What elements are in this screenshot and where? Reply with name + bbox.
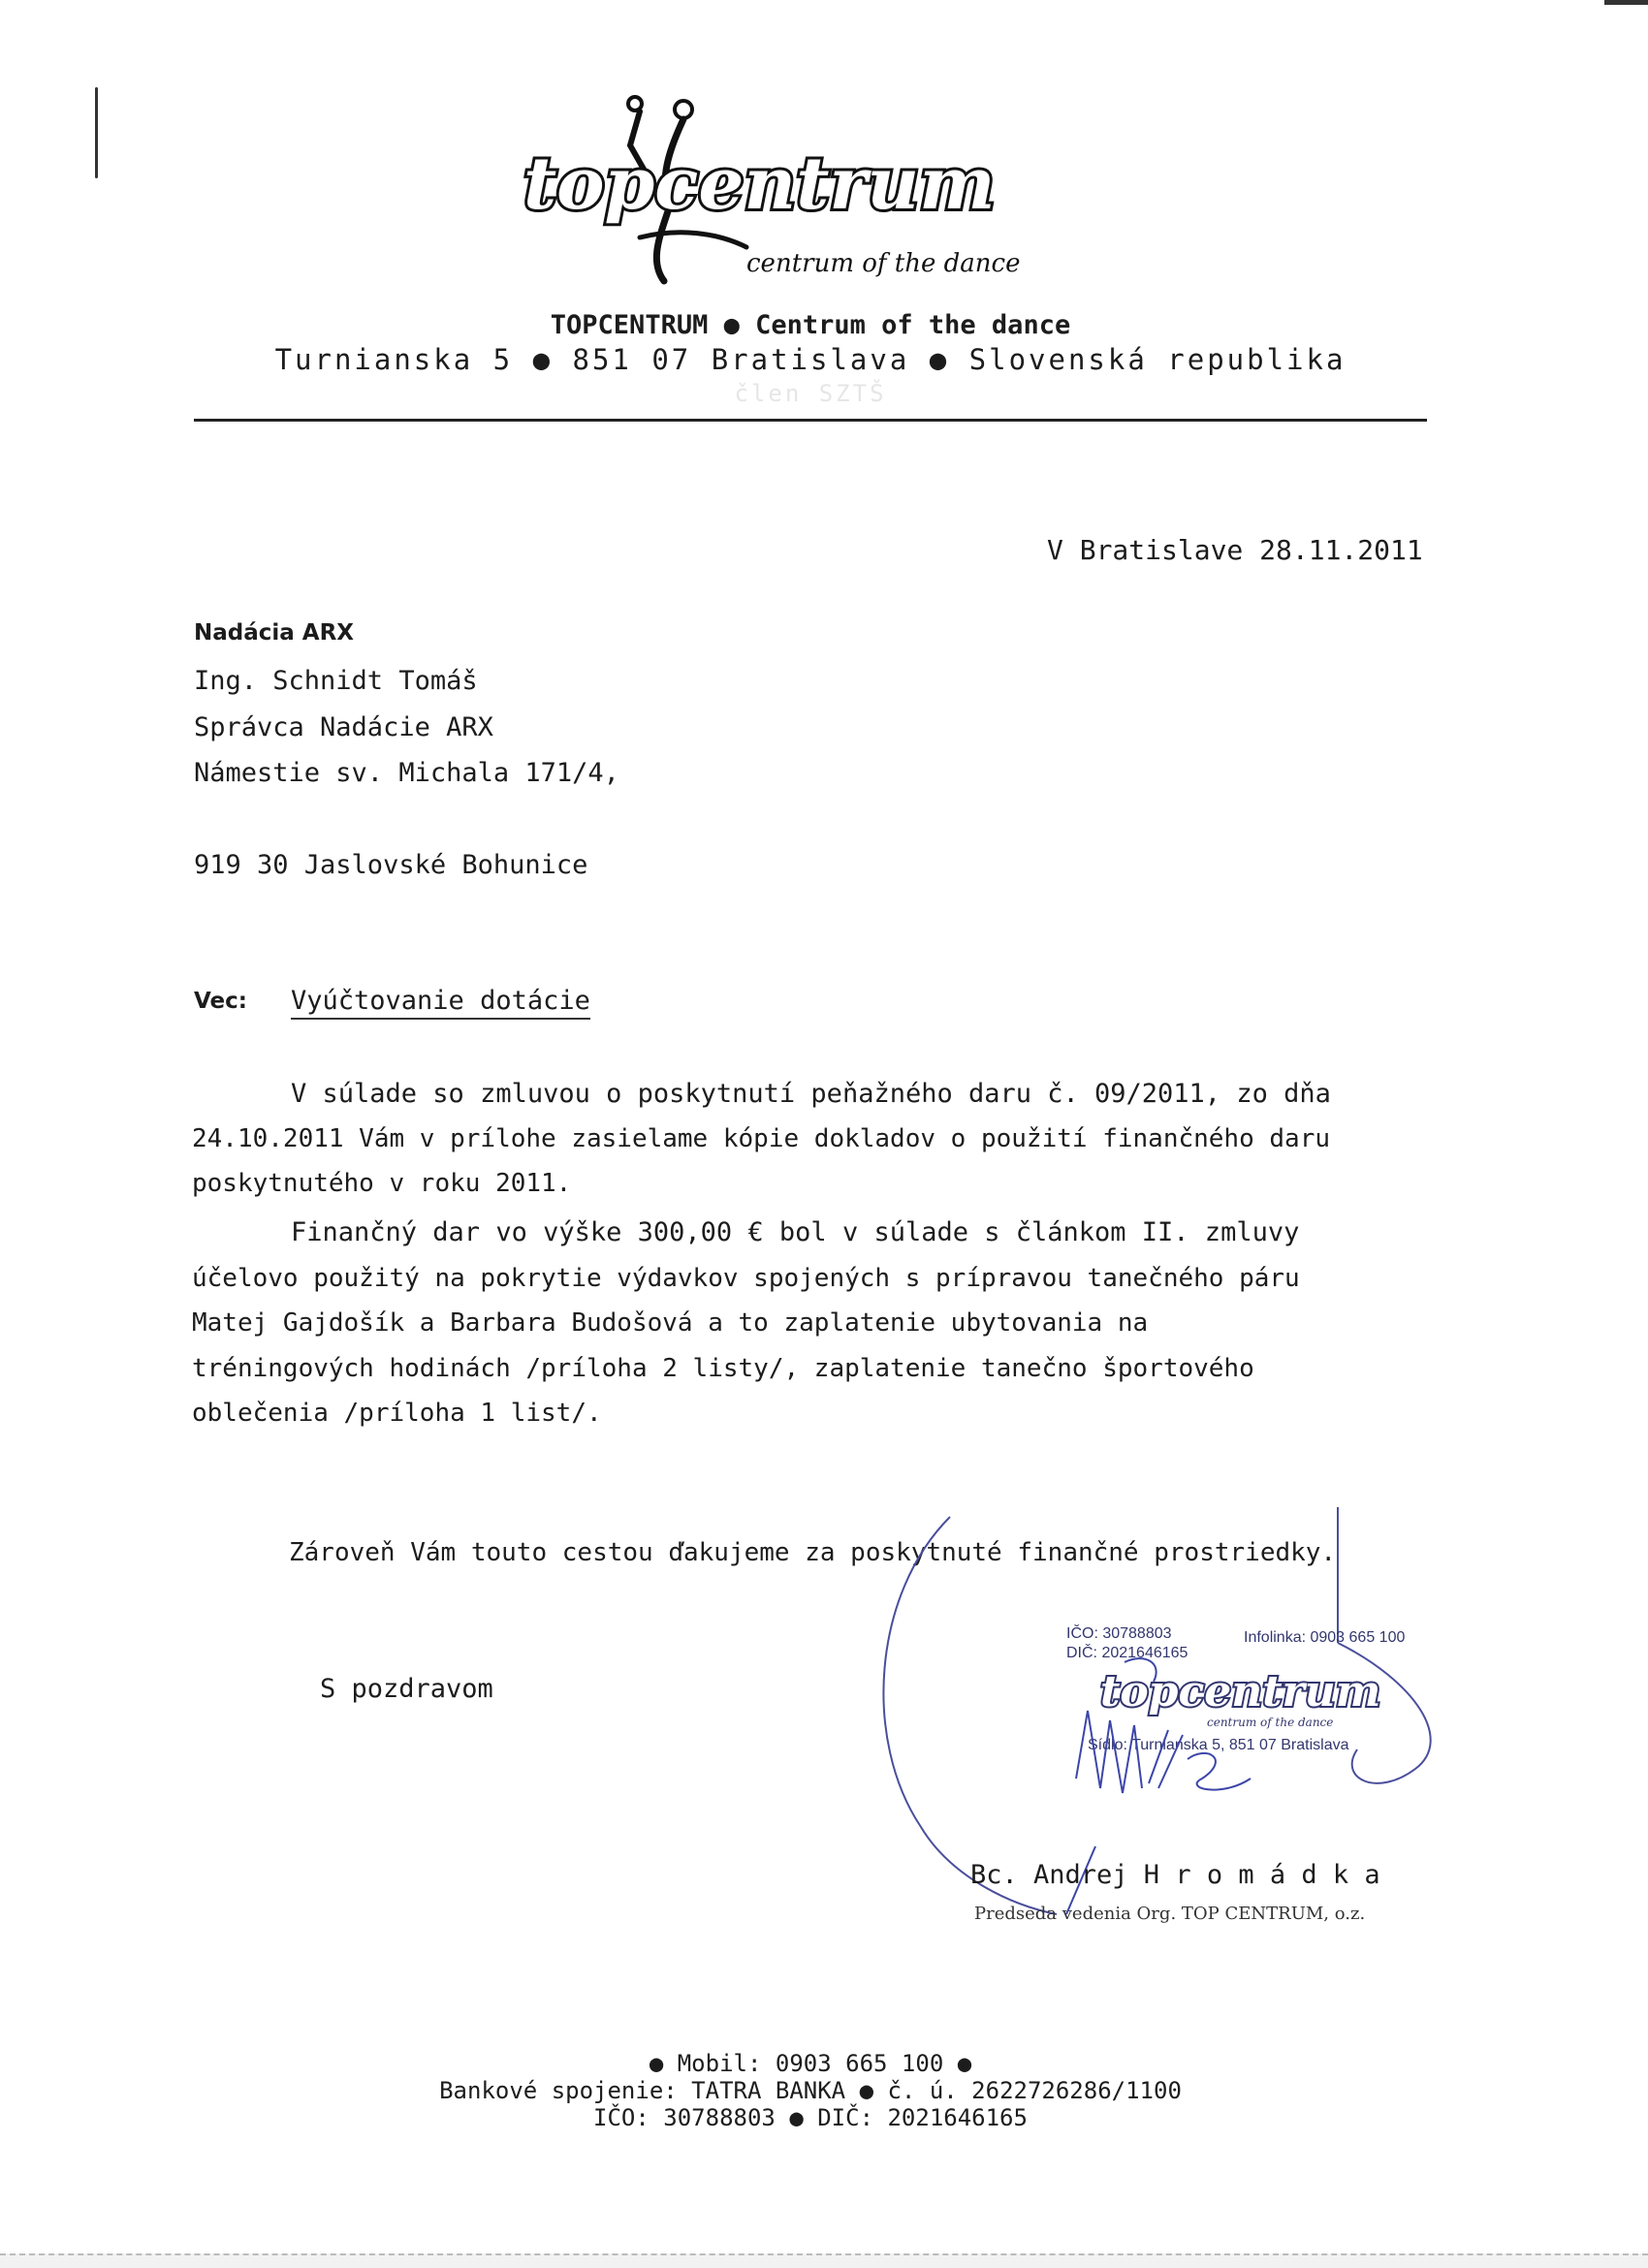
logo-wordmark: topcentrum (523, 142, 996, 226)
stamp-sidlo: Sídlo: Turnianska 5, 851 07 Bratislava (1088, 1737, 1349, 1753)
signatory-title: Predseda vedenia Org. TOP CENTRUM, o.z. (974, 1904, 1366, 1924)
header-divider (194, 419, 1427, 422)
date-line: V Bratislave 28.11.2011 (1047, 534, 1423, 566)
scan-edge (1604, 0, 1648, 5)
recipient-city: 919 30 Jaslovské Bohunice (194, 850, 588, 880)
recipient-role: Správca Nadácie ARX (194, 712, 493, 742)
logo-tagline: centrum of the dance (746, 249, 1021, 278)
body-p2-line5: oblečenia /príloha 1 list/. (192, 1399, 602, 1428)
body-p1-line1: V súlade so zmluvou o poskytnutí peňažného daru č. 09/2011, zo dňa (291, 1079, 1331, 1109)
stamp-tagline: centrum of the dance (1207, 1716, 1334, 1729)
body-p2-line4: tréningových hodinách /príloha 2 listy/, zaplatenie tanečno športového (192, 1354, 1254, 1383)
closing: S pozdravom (320, 1674, 493, 1704)
stamp-logo: topcentrum (1100, 1667, 1381, 1717)
topcentrum-logo (523, 92, 1105, 291)
stamp-dic: DIČ: 2021646165 (1066, 1645, 1188, 1661)
body-thanks: Zároveň Vám touto cestou ďakujeme za poskytnuté finančné prostriedky. (289, 1538, 1337, 1567)
body-p1-line3: poskytnutého v roku 2011. (192, 1169, 572, 1198)
letterhead-membership: člen SZTŠ (734, 380, 887, 407)
footer-mobile: ● Mobil: 0903 665 100 ● (649, 2050, 972, 2077)
footer-bank: Bankové spojenie: TATRA BANKA ● č. ú. 2622726286/1100 (439, 2077, 1182, 2104)
subject-label: Vec: (194, 989, 247, 1014)
body-p1-line2: 24.10.2011 Vám v prílohe zasielame kópie dokladov o použití finančného daru (192, 1124, 1330, 1153)
signatory-name: Bc. Andrej H r o m á d k a (970, 1860, 1380, 1890)
subject-text: Vyúčtovanie dotácie (291, 986, 590, 1020)
body-p2-line2: účelovo použitý na pokrytie výdavkov spojených s prípravou tanečného páru (192, 1264, 1300, 1293)
stamp-infolinka: Infolinka: 0903 665 100 (1244, 1629, 1406, 1646)
body-p2-line1: Finančný dar vo výške 300,00 € bol v súlade s článkom II. zmluvy (291, 1217, 1300, 1247)
scan-mark (95, 87, 98, 178)
stamp-ico: IČO: 30788803 (1066, 1625, 1172, 1642)
recipient-street: Námestie sv. Michala 171/4, (194, 758, 619, 788)
letterhead-title: TOPCENTRUM ● Centrum of the dance (550, 310, 1071, 340)
body-p2-line3: Matej Gajdošík a Barbara Budošová a to zaplatenie ubytovania na (192, 1308, 1149, 1338)
recipient-name: Ing. Schnidt Tomáš (194, 666, 478, 696)
letterhead-address: Turnianska 5 ● 851 07 Bratislava ● Slovenská republika (274, 343, 1347, 376)
logo-head-icon (675, 101, 692, 118)
footer-ids: IČO: 30788803 ● DIČ: 2021646165 (593, 2104, 1028, 2131)
recipient-organization: Nadácia ARX (194, 620, 355, 646)
